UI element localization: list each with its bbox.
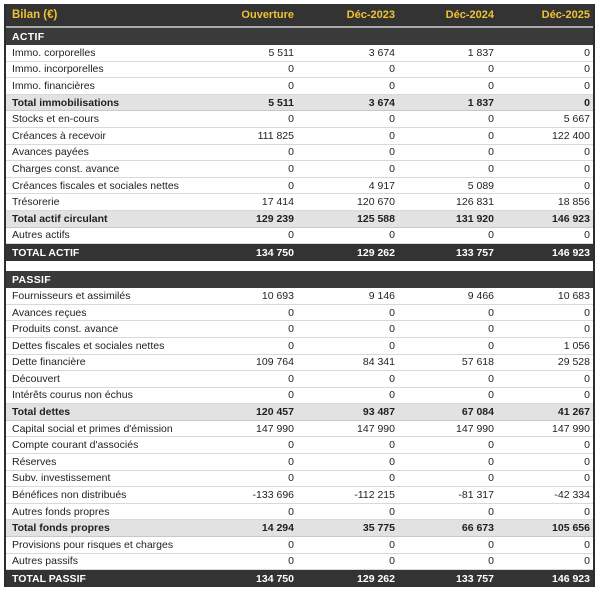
- row-value: 0: [488, 162, 494, 175]
- table-row: [6, 78, 593, 95]
- row-value: 57 618: [461, 356, 494, 369]
- row-value: 0: [288, 146, 294, 159]
- table-row: [6, 437, 593, 454]
- table-row: [6, 554, 593, 571]
- row-label: Subv. investissement: [12, 472, 111, 485]
- row-value: 0: [584, 372, 590, 385]
- row-value: 0: [389, 63, 395, 76]
- row-value: 0: [584, 63, 590, 76]
- row-label: Fournisseurs et assimilés: [12, 289, 131, 302]
- row-value: 0: [584, 79, 590, 92]
- row-value: 3 674: [368, 46, 395, 59]
- row-label: Bénéfices non distribués: [12, 489, 127, 502]
- row-value: 0: [488, 372, 494, 385]
- row-value: 0: [584, 439, 590, 452]
- row-value: 0: [584, 389, 590, 402]
- row-label: Immo. incorporelles: [12, 63, 104, 76]
- row-value: 0: [288, 555, 294, 568]
- row-value: 0: [288, 162, 294, 175]
- row-label: TOTAL PASSIF: [12, 572, 86, 585]
- row-value: 0: [389, 79, 395, 92]
- row-value: 0: [488, 323, 494, 336]
- row-value: 0: [584, 505, 590, 518]
- row-label: Autres fonds propres: [12, 505, 110, 518]
- row-value: 0: [288, 63, 294, 76]
- row-value: 0: [488, 129, 494, 142]
- section-header-actif: ACTIF: [6, 28, 593, 45]
- table-row: [6, 305, 593, 322]
- grand-total-row: [6, 570, 593, 587]
- row-value: 134 750: [256, 246, 294, 259]
- column-header-ouverture: Ouverture: [241, 9, 294, 21]
- row-value: 0: [488, 555, 494, 568]
- row-value: 0: [488, 389, 494, 402]
- table-row: [6, 288, 593, 305]
- table-row: [6, 454, 593, 471]
- row-value: 35 775: [362, 522, 395, 535]
- row-label: Immo. corporelles: [12, 46, 96, 59]
- row-label: Provisions pour risques et charges: [12, 538, 174, 551]
- row-value: 0: [288, 113, 294, 126]
- row-value: 126 831: [456, 196, 494, 209]
- row-value: 0: [389, 162, 395, 175]
- table-row: [6, 321, 593, 338]
- row-value: 125 588: [357, 212, 395, 225]
- row-value: 0: [288, 179, 294, 192]
- row-value: 0: [584, 146, 590, 159]
- row-value: 0: [389, 323, 395, 336]
- row-value: 0: [488, 146, 494, 159]
- row-value: 0: [584, 323, 590, 336]
- table-row: [6, 194, 593, 211]
- row-value: 9 146: [368, 289, 395, 302]
- row-value: 5 089: [467, 179, 494, 192]
- row-label: Compte courant d'associés: [12, 439, 139, 452]
- row-value: 29 528: [557, 356, 590, 369]
- row-value: 1 837: [467, 96, 494, 109]
- row-value: 120 670: [357, 196, 395, 209]
- row-label: Immo. financières: [12, 79, 95, 92]
- row-value: 10 683: [557, 289, 590, 302]
- row-label: Réserves: [12, 455, 57, 468]
- row-value: 0: [584, 179, 590, 192]
- row-value: 129 262: [357, 572, 395, 585]
- row-value: 0: [488, 505, 494, 518]
- row-value: 0: [488, 229, 494, 242]
- row-value: 41 267: [557, 406, 590, 419]
- table-row: [6, 355, 593, 372]
- row-value: 147 990: [357, 422, 395, 435]
- subtotal-row: [6, 95, 593, 112]
- table-row: [6, 487, 593, 504]
- table-row: [6, 161, 593, 178]
- balance-sheet-table: [4, 4, 595, 587]
- row-value: 0: [389, 538, 395, 551]
- section-body-actif: [6, 45, 593, 261]
- row-value: 133 757: [456, 572, 494, 585]
- row-label: Autres passifs: [12, 555, 78, 568]
- row-value: 109 764: [256, 356, 294, 369]
- row-value: 1 056: [563, 339, 590, 352]
- row-value: 0: [288, 538, 294, 551]
- row-value: 0: [488, 113, 494, 126]
- row-value: 129 239: [256, 212, 294, 225]
- section-body-passif: [6, 288, 593, 587]
- row-value: 17 414: [261, 196, 294, 209]
- row-value: 0: [288, 505, 294, 518]
- row-value: 0: [389, 129, 395, 142]
- row-value: 131 920: [456, 212, 494, 225]
- row-value: 84 341: [362, 356, 395, 369]
- row-value: 1 837: [467, 46, 494, 59]
- row-value: 0: [288, 323, 294, 336]
- table-row: [6, 421, 593, 438]
- row-value: 0: [488, 63, 494, 76]
- row-value: 0: [584, 306, 590, 319]
- row-value: 0: [389, 146, 395, 159]
- row-value: 111 825: [257, 129, 294, 142]
- row-value: 0: [488, 339, 494, 352]
- row-value: 0: [389, 339, 395, 352]
- row-value: 0: [584, 555, 590, 568]
- row-label: Dettes fiscales et sociales nettes: [12, 339, 165, 352]
- table-row: [6, 388, 593, 405]
- row-value: -81 317: [458, 489, 494, 502]
- row-value: 14 294: [261, 522, 294, 535]
- row-label: Capital social et primes d'émission: [12, 422, 173, 435]
- table-row: [6, 537, 593, 554]
- row-label: Intérêts courus non échus: [12, 389, 133, 402]
- row-label: Avances reçues: [12, 306, 87, 319]
- row-value: 10 693: [261, 289, 294, 302]
- row-value: 5 667: [563, 113, 590, 126]
- table-row: [6, 471, 593, 488]
- row-value: 133 757: [456, 246, 494, 259]
- table-row: [6, 145, 593, 162]
- row-value: 3 674: [368, 96, 395, 109]
- row-label: Trésorerie: [12, 196, 60, 209]
- column-header-dec-2024: Déc-2024: [445, 9, 494, 21]
- row-value: 0: [488, 472, 494, 485]
- row-label: Total fonds propres: [12, 522, 110, 535]
- row-label: Avances payées: [12, 146, 89, 159]
- row-label: Dette financière: [12, 356, 86, 369]
- table-row: [6, 178, 593, 195]
- row-value: 122 400: [552, 129, 590, 142]
- row-label: Total actif circulant: [12, 212, 108, 225]
- row-value: 5 511: [268, 96, 294, 109]
- row-value: 0: [488, 439, 494, 452]
- row-value: 105 656: [552, 522, 590, 535]
- row-value: -112 215: [354, 489, 395, 502]
- row-value: 0: [288, 389, 294, 402]
- row-label: TOTAL ACTIF: [12, 246, 80, 259]
- row-value: 146 923: [552, 572, 590, 585]
- subtotal-row: [6, 404, 593, 421]
- row-value: 0: [584, 96, 590, 109]
- subtotal-row: [6, 520, 593, 537]
- table-row: [6, 111, 593, 128]
- row-value: 120 457: [256, 406, 294, 419]
- row-label: Produits const. avance: [12, 323, 119, 336]
- row-value: -42 334: [554, 489, 590, 502]
- table-row: [6, 338, 593, 355]
- row-value: 18 856: [557, 196, 590, 209]
- table-row: [6, 371, 593, 388]
- row-value: 0: [389, 229, 395, 242]
- table-title: Bilan (€): [12, 9, 58, 21]
- row-value: 134 750: [256, 572, 294, 585]
- row-label: Charges const. avance: [12, 162, 120, 175]
- row-value: 146 923: [552, 246, 590, 259]
- row-value: -133 696: [252, 489, 294, 502]
- row-value: 0: [389, 372, 395, 385]
- row-value: 0: [288, 439, 294, 452]
- table-row: [6, 45, 593, 62]
- row-value: 0: [584, 46, 590, 59]
- row-value: 5 511: [268, 46, 294, 59]
- row-value: 0: [389, 555, 395, 568]
- row-value: 0: [488, 538, 494, 551]
- row-value: 0: [288, 472, 294, 485]
- table-row: [6, 504, 593, 521]
- row-value: 0: [584, 229, 590, 242]
- row-value: 129 262: [357, 246, 395, 259]
- row-value: 0: [288, 79, 294, 92]
- row-value: 0: [389, 472, 395, 485]
- row-value: 147 990: [456, 422, 494, 435]
- column-header-dec-2025: Déc-2025: [541, 9, 590, 21]
- row-value: 0: [288, 306, 294, 319]
- row-value: 4 917: [368, 179, 395, 192]
- row-value: 0: [584, 472, 590, 485]
- row-value: 0: [389, 306, 395, 319]
- row-value: 0: [288, 339, 294, 352]
- row-label: Total dettes: [12, 406, 71, 419]
- row-value: 0: [584, 538, 590, 551]
- row-value: 146 923: [552, 212, 590, 225]
- row-label: Total immobilisations: [12, 96, 120, 109]
- row-label: Créances à recevoir: [12, 129, 106, 142]
- row-value: 9 466: [467, 289, 494, 302]
- table-header: [6, 4, 593, 28]
- table-row: [6, 128, 593, 145]
- row-value: 0: [488, 79, 494, 92]
- row-value: 0: [389, 455, 395, 468]
- row-value: 67 084: [461, 406, 494, 419]
- row-value: 0: [389, 389, 395, 402]
- subtotal-row: [6, 211, 593, 228]
- table-row: [6, 62, 593, 79]
- table-row: [6, 228, 593, 245]
- row-value: 0: [584, 455, 590, 468]
- row-value: 0: [584, 162, 590, 175]
- row-value: 0: [288, 455, 294, 468]
- row-value: 0: [488, 306, 494, 319]
- column-header-dec-2023: Déc-2023: [346, 9, 395, 21]
- section-divider: [6, 261, 593, 271]
- row-label: Stocks et en-cours: [12, 113, 99, 126]
- row-value: 0: [389, 505, 395, 518]
- row-value: 93 487: [362, 406, 395, 419]
- row-value: 0: [488, 455, 494, 468]
- row-label: Découvert: [12, 372, 60, 385]
- row-value: 66 673: [461, 522, 494, 535]
- grand-total-row: [6, 244, 593, 261]
- row-value: 0: [288, 372, 294, 385]
- row-value: 0: [389, 113, 395, 126]
- row-value: 0: [288, 229, 294, 242]
- row-value: 147 990: [552, 422, 590, 435]
- row-value: 147 990: [256, 422, 294, 435]
- section-header-passif: PASSIF: [6, 271, 593, 288]
- row-value: 0: [389, 439, 395, 452]
- row-label: Créances fiscales et sociales nettes: [12, 179, 179, 192]
- row-label: Autres actifs: [12, 229, 70, 242]
